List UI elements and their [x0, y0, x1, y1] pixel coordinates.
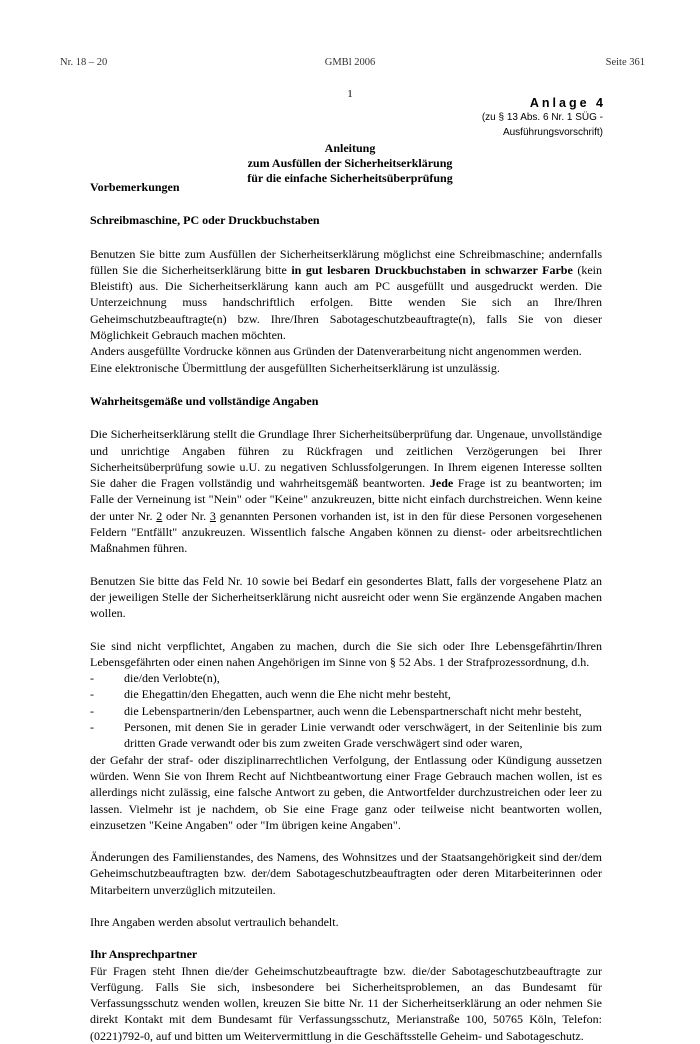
reference-nr-3: 3 — [209, 508, 216, 523]
title-line-1: Anleitung — [324, 141, 376, 155]
paragraph-schreibmaschine-2: Anders ausgefüllte Vordrucke können aus Gründen der Datenverarbeitung nicht angenommen werden. — [90, 344, 582, 359]
title-line-2: zum Ausfüllen der Sicherheitserklärung — [247, 156, 453, 170]
list-item: - die/den Verlobte(n), — [90, 671, 220, 686]
paragraph-wahrheit-3-outro: der Gefahr der straf- oder disziplinarrechtlichen Verfolgung, der Entlassung oder Kündigung aussetzen würden. Wenn Sie von Ihrem Recht auf Nichtbeantwortung einer Frage Gebrauch machen wollen, ist es allerdings nicht zulässig, eine falsche Antwort zu geben, die Antwortfelder durchzustreichen oder leer zu lassen. Vielmehr ist je nachdem, ob Sie eine Frage ganz oder teilweise nicht beantworten wollen, einzusetzen "Keine Angaben" oder "Im übrigen keine Angaben". — [90, 752, 602, 832]
heading-wahrheit: Wahrheitsgemäße und vollständige Angaben — [90, 393, 319, 408]
page-number: 1 — [347, 88, 353, 100]
list-item: - die Lebenspartnerin/den Lebenspartner, auch wenn die Lebenspartnerschaft nicht mehr besteht, — [90, 703, 582, 718]
annex-title: Anlage 4 — [529, 96, 606, 110]
header-page: Seite 361 — [605, 57, 645, 68]
paragraph-wahrheit-5: Ihre Angaben werden absolut vertraulich behandelt. — [90, 914, 339, 929]
list-item: - die Ehegattin/den Ehegatten, auch wenn die Ehe nicht mehr besteht, — [90, 687, 451, 702]
annex-block — [481, 96, 606, 139]
document-body — [90, 179, 602, 1044]
paragraph-wahrheit-4: Änderungen des Familienstandes, des Namens, des Wohnsitzes und der Staatsangehörigkeit sind der/dem Geheimschutzbeauftragten bzw. der/dem Sabotageschutzbeauftragten oder deren Mitarbeiterinnen oder Mitarbeitern unverzüglich mitzuteilen. — [90, 850, 602, 897]
heading-schreibmaschine: Schreibmaschine, PC oder Druckbuchstaben — [90, 213, 320, 228]
heading-vorbemerkungen: Vorbemerkungen — [90, 180, 180, 194]
paragraph-wahrheit-3-intro: Sie sind nicht verpflichtet, Angaben zu machen, durch die Sie sich oder Ihre Lebensgefährtin/Ihren Lebensgefährten oder einen nahen Angehörigen im Sinne von § 52 Abs. 1 der Strafprozessordnung, d.h. — [90, 638, 602, 669]
emphasis-jede: Jede — [429, 476, 454, 491]
title-line-3: für die einfache Sicherheitsüberprüfung — [247, 171, 453, 185]
emphasis-druckbuchstaben: in gut lesbaren Druckbuchstaben in schwarzer Farbe — [291, 262, 573, 277]
relatives-list — [90, 670, 602, 751]
header-issue: Nr. 18 – 20 — [60, 57, 108, 68]
paragraph-wahrheit-2: Benutzen Sie bitte das Feld Nr. 10 sowie bei Bedarf ein gesondertes Blatt, falls der vorgesehene Platz an der jeweiligen Stelle der Sicherheitserklärung nicht ausreicht oder wenn Sie ergänzende Angaben machen wollen. — [90, 573, 602, 621]
list-item: - Personen, mit denen Sie in gerader Linie verwandt oder verschwägert, in der Seitenlinie bis zum dritten Grade verwandt oder bis zum zweiten Grade verschwägert sind oder waren, — [90, 720, 602, 751]
header-publication: GMBl 2006 — [324, 57, 376, 68]
reference-nr-2: 2 — [156, 508, 163, 523]
annex-ref-line1: (zu § 13 Abs. 6 Nr. 1 SÜG - — [481, 112, 603, 123]
paragraph-wahrheit-1: Die Sicherheitserklärung stellt die Grundlage Ihrer Sicherheitsüberprüfung dar. Ungenaue, unvollständige und unrichtige Angaben führen zu Rückfragen und zeitlichen Verzögerungen bei Ihrer Sicherheitsüberprüfung sowie u.U. zu negativen Schlussfolgerungen. In Ihrem eigenen Interesse sollten Sie daher die Fragen vollständig und wahrheitsgemäß beantworten. Jede Frage ist zu beantworten; im Falle der Verneinung ist "Nein" oder "Keine" anzukreuzen, bitte nicht einfach durchstreichen. Wenn keine der unter Nr. 2 oder Nr. 3 genannten Personen vorhanden ist, ist in den für diese Personen vorgesehenen Feldern "Entfällt" anzukreuzen. Wissentlich falsche Angaben können zu dienst- oder arbeitsrechtlichen Maßnahmen führen. — [90, 427, 603, 556]
paragraph-schreibmaschine-3: Eine elektronische Übermittlung der ausgefüllten Sicherheitserklärung ist unzulässig. — [90, 360, 500, 375]
paragraph-schreibmaschine-1: Benutzen Sie bitte zum Ausfüllen der Sicherheitserklärung möglichst eine Schreibmaschine; andernfalls füllen Sie die Sicherheitserklärung bitte in gut lesbaren Druckbuchstaben in schwarzer Farbe (kein Bleistift) aus. Die Sicherheitserklärung kann auch am PC ausgefüllt und ausgedruckt werden. Die Unterzeichnung muss handschriftlich erfolgen. Bitte wenden Sie sich an Ihre/Ihren Geheimschutzbeauftragte(n) bzw. Ihre/Ihren Sabotageschutzbeauftragte(n), falls Sie von dieser Möglichkeit Gebrauch machen möchten. — [90, 246, 603, 343]
paragraph-ansprechpartner: Für Fragen steht Ihnen die/der Geheimschutzbeauftragte bzw. die/der Sabotageschutzbeauftragte zur Verfügung. Falls Sie sich, insbesondere bei Sicherheitsproblemen, an das Bundesamt für Verfassungsschutz wenden wollen, kreuzen Sie bitte Nr. 11 der Sicherheitserklärung an oder nehmen Sie direkt Kontakt mit dem Bundesamt für Verfassungsschutz, Merianstraße 100, 50765 Köln, Telefon: (0221)792-0, auf und bitten um Weitervermittlung in die Geschäftsstelle Geheim- und Sabotageschutz. — [90, 963, 602, 1043]
heading-ansprechpartner: Ihr Ansprechpartner — [90, 947, 198, 962]
annex-ref-line2: Ausführungsvorschrift) — [502, 126, 603, 138]
